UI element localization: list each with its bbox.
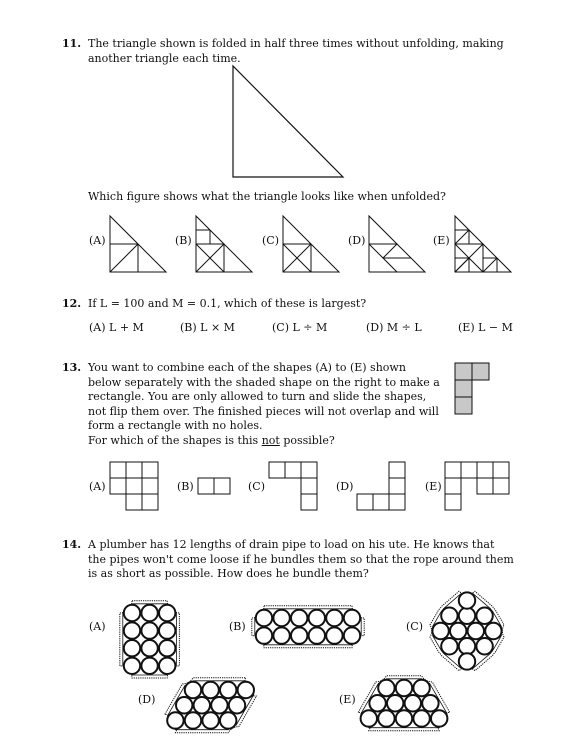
pipe: [396, 710, 412, 726]
pipe: [413, 680, 429, 696]
pipe: [167, 712, 183, 728]
option-b-label: (B): [229, 620, 246, 633]
pipe: [159, 622, 175, 638]
option-d: (D) M ÷ L: [366, 321, 422, 334]
pipe: [441, 638, 457, 654]
bundle-e: [358, 676, 450, 731]
pipe: [256, 610, 272, 626]
option-a-label: (A): [89, 480, 106, 493]
pipe: [309, 610, 325, 626]
question-number: 14.: [62, 538, 82, 551]
pipe: [141, 605, 157, 621]
pipe: [141, 640, 157, 656]
option-d-label: (D): [138, 693, 156, 706]
pipe: [468, 623, 484, 639]
pipe: [291, 610, 307, 626]
pipe: [220, 712, 236, 728]
pipe: [422, 695, 438, 711]
pipe: [441, 608, 457, 624]
option-a-label: (A): [89, 234, 106, 247]
pipe: [378, 680, 394, 696]
pipe: [459, 608, 475, 624]
pipe: [476, 638, 492, 654]
option-e: (E) L − M: [458, 321, 513, 334]
option-b-label: (B): [175, 234, 192, 247]
option-c-label: (C): [406, 620, 423, 633]
pipe: [159, 640, 175, 656]
pipe: [273, 610, 289, 626]
pipe: [159, 605, 175, 621]
question-number: 12.: [62, 297, 82, 310]
pipe: [378, 710, 394, 726]
pipe: [124, 658, 140, 674]
pipe: [256, 627, 272, 643]
pipe: [291, 627, 307, 643]
pipe: [229, 697, 245, 713]
pipe: [413, 710, 429, 726]
pipe: [141, 622, 157, 638]
pipe: [309, 627, 325, 643]
bundle-c: [430, 591, 504, 670]
pipe: [485, 623, 501, 639]
option-a: (A) L + M: [89, 321, 144, 334]
pipe: [405, 695, 421, 711]
pipe: [326, 627, 342, 643]
pipe: [238, 682, 254, 698]
pipe: [176, 697, 192, 713]
pipe: [344, 610, 360, 626]
option-c: (C) L ÷ M: [272, 321, 328, 334]
pipe: [361, 710, 377, 726]
pipe: [459, 592, 475, 608]
pipe: [432, 623, 448, 639]
question-text: A plumber has 12 lengths of drain pipe to load on his ute. He knows that the pipes won't come loose if he bundles them so that the rope around them is as short as possible. How does he bundle them?: [88, 538, 514, 580]
pipe: [185, 712, 201, 728]
option-c-label: (C): [262, 234, 279, 247]
option-b: (B) L × M: [180, 321, 235, 334]
bundle-d: [165, 678, 257, 733]
pipe: [185, 682, 201, 698]
question-number: 11.: [62, 37, 82, 50]
option-e-label: (E): [425, 480, 442, 493]
option-b-label: (B): [177, 480, 194, 493]
pipe: [459, 653, 475, 669]
option-e-label: (E): [433, 234, 450, 247]
option-d-label: (D): [348, 234, 366, 247]
pipe: [326, 610, 342, 626]
pipe: [344, 627, 360, 643]
pipe: [194, 697, 210, 713]
pipe: [273, 627, 289, 643]
pipe: [450, 623, 466, 639]
pipe: [387, 695, 403, 711]
pipe: [159, 658, 175, 674]
pipe: [369, 695, 385, 711]
pipe: [202, 712, 218, 728]
option-e-label: (E): [339, 693, 356, 706]
pipe: [124, 605, 140, 621]
pipe: [476, 608, 492, 624]
bundle-b: [252, 606, 364, 648]
pipe: [124, 622, 140, 638]
pipe: [220, 682, 236, 698]
option-d-label: (D): [336, 480, 354, 493]
pipe: [431, 710, 447, 726]
pipe: [459, 638, 475, 654]
question-prompt: For which of the shapes is this not possible?: [88, 433, 335, 447]
emphasis-not: not: [261, 433, 280, 447]
pipe: [124, 640, 140, 656]
pipe: [211, 697, 227, 713]
question-text: If L = 100 and M = 0.1, which of these is largest?: [88, 297, 367, 310]
option-a-label: (A): [89, 620, 106, 633]
question-text: The triangle shown is folded in half three times without unfolding, making another triangle each time.: [88, 37, 504, 65]
bundle-a: [120, 601, 180, 678]
question-number: 13.: [62, 361, 82, 374]
pipe: [141, 658, 157, 674]
option-c-label: (C): [248, 480, 265, 493]
pipe: [396, 680, 412, 696]
pipe: [202, 682, 218, 698]
question-text: You want to combine each of the shapes (A) to (E) shown below separately with the shaded shape on the right to make a rectangle. You are only allowed to turn and slide the shapes, not flip them over. The finished pieces will not overlap and will form a rectangle with no holes.: [88, 361, 440, 432]
question-prompt: Which figure shows what the triangle looks like when unfolded?: [88, 190, 446, 203]
